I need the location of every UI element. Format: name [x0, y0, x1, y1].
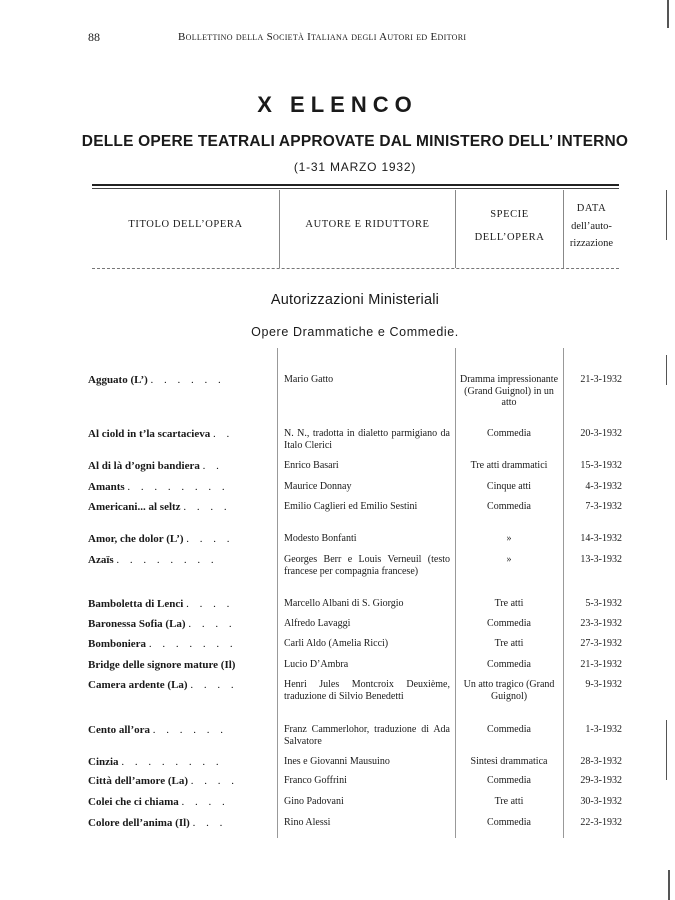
- authorization-date: 5-3-1932: [585, 598, 622, 609]
- authorization-date: 21-3-1932: [580, 659, 622, 670]
- scan-edge-mark: [666, 190, 667, 240]
- opera-author: Modesto Bonfanti: [284, 533, 357, 544]
- authorization-date: 9-3-1932: [585, 679, 622, 690]
- opera-author: Maurice Donnay: [284, 481, 352, 492]
- opera-author: Georges Berr e Louis Verneuil (testo francese per compagnia francese): [284, 554, 450, 577]
- running-header: [88, 30, 618, 48]
- opera-title: Città dell’amore (La) . . . .: [88, 775, 238, 787]
- scan-edge-mark: [666, 720, 667, 780]
- scan-edge-mark: [666, 355, 667, 385]
- body-divider: [563, 348, 564, 838]
- column-header-title: TITOLO DELL’OPERA: [128, 219, 243, 230]
- column-header-date-line3: rizzazione: [569, 238, 614, 249]
- opera-genre: Commedia: [487, 659, 531, 670]
- opera-genre: Tre atti: [494, 638, 524, 649]
- opera-author: Rino Alessi: [284, 817, 331, 828]
- opera-genre: Commedia: [487, 724, 531, 735]
- opera-author: Mario Gatto: [284, 374, 334, 385]
- authorization-date: 20-3-1932: [580, 428, 622, 439]
- opera-genre: Commedia: [487, 428, 531, 439]
- opera-author: Franz Cammerlohor, traduzione di Ada Salvatore: [284, 724, 450, 747]
- scan-edge-mark: [668, 870, 670, 900]
- opera-author: Ines e Giovanni Mausuino: [284, 756, 390, 767]
- opera-title: Cinzia . . . . . . . .: [88, 756, 223, 768]
- opera-author: Enrico Basari: [284, 460, 339, 471]
- opera-author: Lucio D’Ambra: [284, 659, 349, 670]
- opera-author: Gino Padovani: [284, 796, 344, 807]
- opera-title: Al ciold in t’la scartacieva . .: [88, 428, 234, 440]
- date-range: (1-31 MARZO 1932): [293, 160, 417, 174]
- opera-title: Bamboletta di Lenci . . . .: [88, 598, 234, 610]
- category-title: Opere Drammatiche e Commedie.: [251, 325, 459, 339]
- authorization-date: 4-3-1932: [585, 481, 622, 492]
- opera-genre: Un atto tragico (Grand Guignol): [463, 679, 555, 702]
- opera-author: Franco Goffrini: [284, 775, 347, 786]
- opera-author: Carli Aldo (Amelia Ricci): [284, 638, 389, 649]
- authorization-date: 21-3-1932: [580, 374, 622, 385]
- opera-author: Henri Jules Montcroix Deuxième, traduzione di Silvio Benedetti: [284, 679, 450, 702]
- column-header-date-line1: DATA: [576, 203, 607, 214]
- table-top-rule: [92, 184, 619, 186]
- authorization-date: 7-3-1932: [585, 501, 622, 512]
- main-title: X ELENCO: [257, 92, 418, 117]
- opera-title: Camera ardente (La) . . . .: [88, 679, 238, 691]
- opera-title: Bomboniera . . . . . . .: [88, 638, 237, 650]
- opera-title: Colore dell’anima (Il) . . .: [88, 817, 227, 829]
- opera-title: Colei che ci chiama . . . .: [88, 796, 229, 808]
- column-header-author: AUTORE E RIDUTTORE: [305, 219, 430, 230]
- opera-genre: »: [506, 554, 512, 565]
- authorization-date: 30-3-1932: [580, 796, 622, 807]
- opera-genre: Commedia: [487, 817, 531, 828]
- opera-genre: Tre atti: [494, 598, 524, 609]
- opera-genre: Commedia: [487, 501, 531, 512]
- authorization-date: 23-3-1932: [580, 618, 622, 629]
- opera-author: Marcello Albani di S. Giorgio: [284, 598, 404, 609]
- authorization-date: 28-3-1932: [580, 756, 622, 767]
- opera-title: Amants . . . . . . . .: [88, 481, 229, 493]
- page-number: 88: [88, 30, 100, 44]
- opera-title: Bridge delle signore mature (Il): [88, 659, 236, 671]
- opera-title: Cento all’ora . . . . . .: [88, 724, 228, 736]
- authorization-date: 27-3-1932: [580, 638, 622, 649]
- authorization-date: 15-3-1932: [580, 460, 622, 471]
- opera-title: Americani... al seltz . . . .: [88, 501, 231, 513]
- scan-edge-mark: [667, 0, 669, 28]
- opera-genre: Commedia: [487, 618, 531, 629]
- opera-genre: Tre atti drammatici: [470, 460, 548, 471]
- authorization-date: 1-3-1932: [585, 724, 622, 735]
- opera-author: Emilio Caglieri ed Emilio Sestini: [284, 501, 418, 512]
- authorization-date: 14-3-1932: [580, 533, 622, 544]
- authorization-date: 29-3-1932: [580, 775, 622, 786]
- column-header-genre-line2: DELL’OPERA: [474, 232, 545, 243]
- opera-title: Agguato (L’) . . . . . .: [88, 374, 225, 386]
- authorization-date: 22-3-1932: [580, 817, 622, 828]
- opera-genre: Tre atti: [494, 796, 524, 807]
- table-top-rule-thin: [92, 188, 619, 189]
- table-header-bottom-rule: [92, 268, 619, 269]
- opera-title: Baronessa Sofia (La) . . . .: [88, 618, 236, 630]
- column-header-date-line2: dell’auto-: [571, 221, 612, 232]
- column-header-genre-line1: SPECIE: [490, 209, 529, 220]
- opera-title: Azaïs . . . . . . . .: [88, 554, 218, 566]
- section-title: Autorizzazioni Ministeriali: [270, 292, 440, 308]
- opera-genre: Sintesi drammatica: [470, 756, 548, 767]
- authorization-date: 13-3-1932: [580, 554, 622, 565]
- opera-genre: Cinque atti: [486, 481, 532, 492]
- running-title: Bollettino della Società Italiana degli Autori ed Editori: [178, 31, 467, 43]
- opera-title: Al di là d’ogni bandiera . .: [88, 460, 223, 472]
- opera-genre: Commedia: [487, 775, 531, 786]
- subtitle: DELLE OPERE TEATRALI APPROVATE DAL MINISTERO DELL’ INTERNO: [81, 133, 629, 150]
- opera-genre: »: [506, 533, 512, 544]
- opera-author: Alfredo Lavaggi: [284, 618, 351, 629]
- opera-title: Amor, che dolor (L’) . . . .: [88, 533, 234, 545]
- opera-genre: Dramma impressionante (Grand Guignol) in un atto: [459, 374, 559, 408]
- opera-author: N. N., tradotta in dialetto parmigiano da Italo Clerici: [284, 428, 450, 451]
